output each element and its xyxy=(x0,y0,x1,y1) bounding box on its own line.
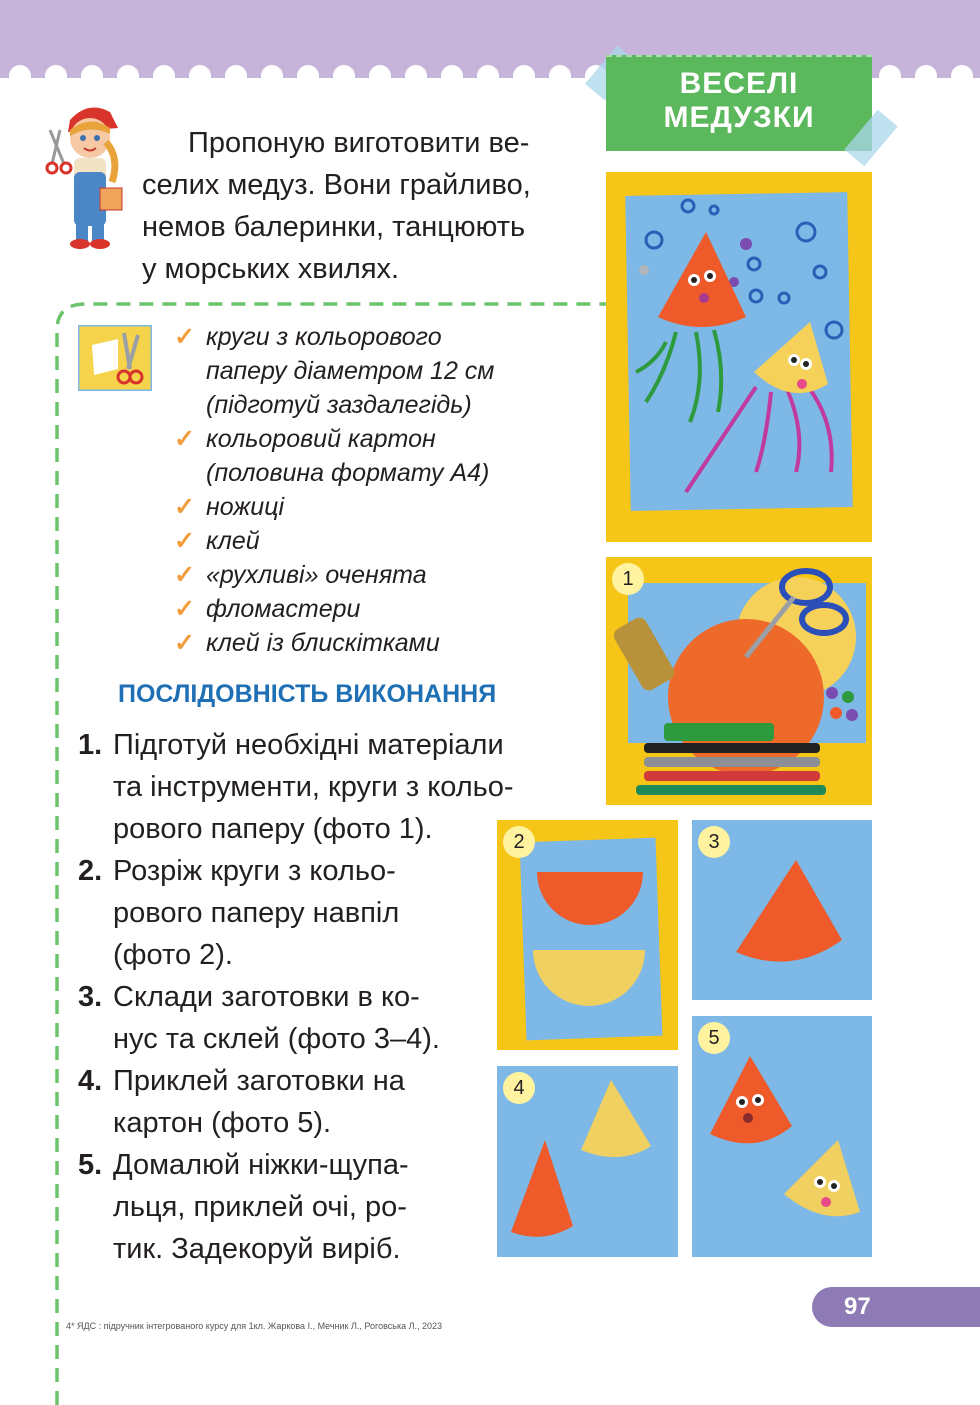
step-word: приклей xyxy=(193,1191,304,1223)
step-word: з xyxy=(288,855,302,887)
step-3 xyxy=(78,976,470,1060)
checkmark-icon: ✓ xyxy=(174,493,195,521)
checkmark-icon: ✓ xyxy=(174,629,195,657)
step-4 xyxy=(78,1060,470,1144)
page-number: 97 xyxy=(812,1287,980,1327)
material-item xyxy=(174,490,494,524)
step-word: Розріж xyxy=(113,855,203,887)
step-word: Приклей xyxy=(113,1065,229,1097)
material-text: клей xyxy=(206,527,260,555)
step-word: ніжки-щупа- xyxy=(248,1149,409,1181)
step-word: матеріали xyxy=(367,729,504,761)
material-item xyxy=(174,626,494,660)
intro-line: селих медуз. Вони грайливо, xyxy=(142,169,531,201)
material-text: (підготуй заздалегідь) xyxy=(206,391,472,419)
step-word: рового xyxy=(113,897,203,929)
step-text-row xyxy=(113,892,468,934)
step-number: 5. xyxy=(78,1149,103,1181)
step-word: очі, xyxy=(311,1191,357,1223)
step-word: кольо- xyxy=(309,855,396,887)
step-number: 1. xyxy=(78,729,103,761)
checkmark-icon: ✓ xyxy=(174,425,195,453)
step-5 xyxy=(78,1144,470,1270)
step-word: заготовки xyxy=(236,1065,365,1097)
step-number: 3. xyxy=(78,981,103,1013)
two-cones-photo xyxy=(497,1066,678,1257)
step-text-row: рового паперу (фото 1). xyxy=(113,813,433,845)
step-text-row xyxy=(113,1060,468,1102)
step-word: круги xyxy=(210,855,280,887)
finished-jellyfish-photo xyxy=(606,172,872,542)
checkmark-icon: ✓ xyxy=(174,527,195,555)
material-item xyxy=(174,592,494,626)
checkmark-icon: ✓ xyxy=(174,595,195,623)
intro-line: немов балеринки, танцюють xyxy=(142,211,526,243)
step-text-row xyxy=(113,1186,468,1228)
title-line-1: ВЕСЕЛІ xyxy=(679,67,799,100)
material-text: кольоровий картон xyxy=(206,425,436,453)
section-title: ПОСЛІДОВНІСТЬ ВИКОНАННЯ xyxy=(118,680,497,708)
material-text: фломастери xyxy=(206,595,361,623)
step-text-row: нус та склей (фото 3–4). xyxy=(113,1023,440,1055)
step-text-row: Склади заготовки в ко- xyxy=(113,981,420,1013)
step-text-row: (фото 2). xyxy=(113,939,233,971)
material-item xyxy=(174,524,494,558)
step-text-row: та інструменти, круги з кольо- xyxy=(113,771,514,803)
step-number: 2. xyxy=(78,855,103,887)
jellyfish-artwork xyxy=(606,172,872,542)
title-line-2: МЕДУЗКИ xyxy=(663,101,815,134)
step-word: ро- xyxy=(365,1191,407,1223)
step-text-row xyxy=(113,724,583,766)
step-text-row: тик. Задекоруй виріб. xyxy=(113,1233,401,1265)
step-number: 4. xyxy=(78,1065,103,1097)
material-item xyxy=(174,320,494,422)
material-text: круги з кольорового xyxy=(206,323,442,351)
footer-citation: 4* ЯДС : підручник інтегрованого курсу для 1кл. Жаркова І., Мечник Л., Роговська Л., 2023 xyxy=(66,1321,443,1331)
material-item xyxy=(174,558,494,592)
photo-label-2: 2 xyxy=(503,826,535,858)
checkmark-icon: ✓ xyxy=(174,561,195,589)
step-word: паперу xyxy=(210,897,305,929)
half-circles-photo xyxy=(497,820,678,1050)
step-2 xyxy=(78,850,470,976)
step-text-row xyxy=(113,850,468,892)
material-text: ножиці xyxy=(206,493,285,521)
step-word: Домалюй xyxy=(113,1149,241,1181)
photo-label-1: 1 xyxy=(612,563,644,595)
materials-photo xyxy=(606,557,872,805)
photo-label-3: 3 xyxy=(698,826,730,858)
photo-label-4: 4 xyxy=(503,1072,535,1104)
material-item xyxy=(174,422,494,490)
materials-icon xyxy=(78,325,152,391)
intro-line: Пропоную виготовити ве- xyxy=(188,127,530,159)
material-text: «рухливі» оченята xyxy=(206,561,427,589)
materials-artwork xyxy=(606,557,872,805)
step-word: льця, xyxy=(113,1191,186,1223)
step-text-row xyxy=(113,1144,468,1186)
photo-label-5: 5 xyxy=(698,1022,730,1054)
cones-with-eyes-photo xyxy=(692,1016,872,1257)
step-word: необхідні xyxy=(235,729,360,761)
material-text: клей із блискітками xyxy=(206,629,440,657)
step-word: навпіл xyxy=(312,897,400,929)
intro-line: у морських хвилях. xyxy=(142,253,400,285)
materials-list xyxy=(174,320,494,660)
step-word: на xyxy=(372,1065,405,1097)
checkmark-icon: ✓ xyxy=(174,323,195,351)
material-text: (половина формату А4) xyxy=(206,459,490,487)
step-text-row: картон (фото 5). xyxy=(113,1107,332,1139)
material-text: паперу діаметром 12 см xyxy=(206,357,495,385)
cone-photo xyxy=(692,820,872,1000)
step-word: Підготуй xyxy=(113,729,227,761)
